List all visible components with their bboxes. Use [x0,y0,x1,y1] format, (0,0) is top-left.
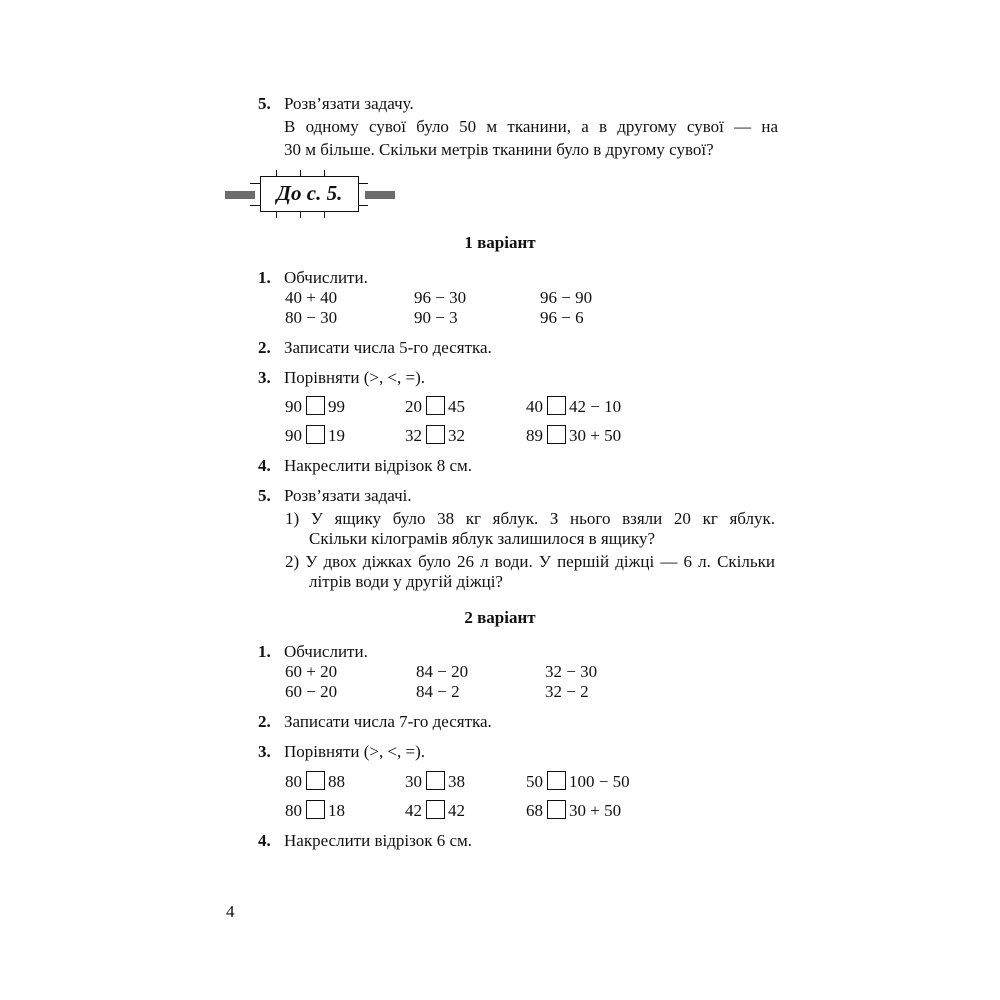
comparison-item [405,800,465,821]
problem-1-line: 1) У ящику було 38 кг яблук. З нього взяли 20 кг яблук. [285,509,775,528]
answer-box[interactable] [547,396,566,415]
intro-task [258,94,778,160]
task-number: 2. [258,712,271,731]
left-value: 50 [526,772,543,791]
task-text-line: 30 м більше. Скільки метрів тканини було в другому сувої? [284,140,714,159]
variant-1-title: 1 варіант [464,233,536,252]
task-number: 3. [258,368,271,387]
answer-box[interactable] [547,425,566,444]
left-value: 90 [285,426,302,445]
v1-expr: 96 − 6 [540,308,584,327]
right-value: 42 [448,801,465,820]
answer-box[interactable] [426,771,445,790]
problem-1-line: Скільки кілограмів яблук залишилося в ящику? [309,529,655,548]
task-title: Порівняти (>, <, =). [284,368,426,387]
task-number: 3. [258,742,271,761]
v1-expr: 80 − 30 [285,308,338,327]
comparison-item [526,800,621,821]
v1-task-4 [258,456,472,476]
left-value: 20 [405,397,422,416]
header-bar-left [225,191,255,199]
task-number: 5. [258,486,271,505]
answer-box[interactable] [547,771,566,790]
answer-box[interactable] [306,425,325,444]
v1-task-3 [258,368,425,388]
right-value: 19 [328,426,345,445]
comparison-item [526,425,621,446]
comparison-item [405,771,465,792]
left-value: 42 [405,801,422,820]
task-title: Записати числа 5-го десятка. [284,338,492,357]
left-value: 32 [405,426,422,445]
section-header-label: До с. 5. [260,176,359,212]
v2-expr: 60 + 20 [285,662,338,681]
answer-box[interactable] [306,396,325,415]
right-value: 30 + 50 [569,426,622,445]
task-title: Обчислити. [284,268,368,287]
right-value: 32 [448,426,465,445]
v2-expr: 84 − 20 [416,662,469,681]
v1-expr: 96 − 90 [540,288,593,307]
task-number: 1. [258,268,271,287]
v2-task-4 [258,831,472,851]
comparison-item [526,771,630,792]
v1-expr: 90 − 3 [414,308,458,327]
page-number: 4 [226,902,235,921]
task-number: 5. [258,94,271,113]
answer-box[interactable] [426,425,445,444]
problem-2-line: літрів води у другій діжці? [309,572,503,591]
left-value: 68 [526,801,543,820]
left-value: 89 [526,426,543,445]
comparison-item [285,800,345,821]
task-number: 2. [258,338,271,357]
answer-box[interactable] [306,800,325,819]
task-title: Накреслити відрізок 8 см. [284,456,473,475]
v2-task-3 [258,742,425,762]
left-value: 80 [285,772,302,791]
task-text-line: В одному сувої було 50 м тканини, а в другому сувої — на [284,117,778,136]
task-title: Обчислити. [284,642,368,661]
task-number: 4. [258,456,271,475]
comparison-item [405,396,465,417]
v2-expr: 32 − 2 [545,682,589,701]
comparison-item [285,771,345,792]
v2-expr: 60 − 20 [285,682,338,701]
v1-task-5 [258,486,412,506]
left-value: 80 [285,801,302,820]
answer-box[interactable] [426,396,445,415]
right-value: 18 [328,801,345,820]
task-title: Розв’язати задачу. [284,94,414,113]
task-number: 1. [258,642,271,661]
v1-expr: 40 + 40 [285,288,338,307]
v2-expr: 32 − 30 [545,662,598,681]
left-value: 40 [526,397,543,416]
v2-task-1 [258,642,368,662]
v1-task-2 [258,338,492,358]
right-value: 30 + 50 [569,801,622,820]
task-title: Накреслити відрізок 6 см. [284,831,473,850]
task-title: Розв’язати задачі. [284,486,412,505]
task-title: Записати числа 7-го десятка. [284,712,492,731]
task-number: 4. [258,831,271,850]
right-value: 99 [328,397,345,416]
problem-2-line: 2) У двох діжках було 26 л води. У першій діжці — 6 л. Скільки [285,552,775,571]
variant-2-title: 2 варіант [464,608,536,627]
right-value: 100 − 50 [569,772,630,791]
v2-expr: 84 − 2 [416,682,460,701]
answer-box[interactable] [426,800,445,819]
right-value: 42 − 10 [569,397,622,416]
comparison-item [526,396,621,417]
header-bar-right [365,191,395,199]
right-value: 88 [328,772,345,791]
v2-task-2 [258,712,492,732]
left-value: 90 [285,397,302,416]
v1-expr: 96 − 30 [414,288,467,307]
left-value: 30 [405,772,422,791]
comparison-item [285,425,345,446]
answer-box[interactable] [306,771,325,790]
v1-task-1 [258,268,368,288]
comparison-item [285,396,345,417]
answer-box[interactable] [547,800,566,819]
task-title: Порівняти (>, <, =). [284,742,426,761]
right-value: 45 [448,397,465,416]
comparison-item [405,425,465,446]
right-value: 38 [448,772,465,791]
